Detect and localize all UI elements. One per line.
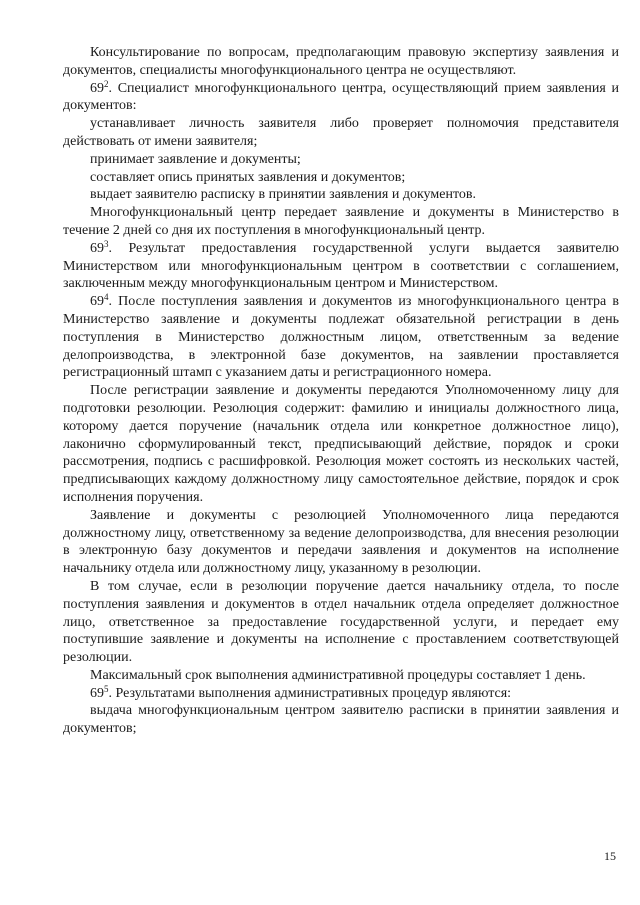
paragraph-10: После регистрации заявление и документы передаются Уполномоченному лицу для подготовки резолюции. Резолюция содержит: фамилию и инициалы должностного лица, которому дается поручение (начальник отдела или конкретное должностное лицо), лаконично сформулированный текст, предписывающий действие, порядок и сроки рассмотрения, подпись с расшифровкой. Резолюция может состоять из нескольких частей, предписывающих каждому должностному лицу самостоятельное действие, порядок и срок исполнения поручения. [63,383,619,505]
paragraph-15: выдача многофункциональным центром заявителю расписки в принятии заявления и документов; [63,703,619,737]
paragraph-3: устанавливает личность заявителя либо проверяет полномочия представителя действовать от имени заявителя; [63,116,619,149]
paragraph-11: Заявление и документы с резолюцией Уполномоченного лица передаются должностному лицу, ответственному за ведение делопроизводства, для внесения резолюции в электронную базу документов и передачи заявления и документов на исполнение начальнику отдела или должностному лицу, указанному в резолюции. [63,507,619,577]
paragraph-6: выдает заявителю расписку в принятии заявления и документов. [90,187,476,203]
paragraph-2-clause-69-2: $69^2$. Специалист многофункционального центра, осуществляющий прием заявления и документов: [63,78,619,114]
clause-superscript: 2 [104,78,109,89]
clause-number: 69 [90,294,104,310]
paragraph-4: принимает заявление и документы; [90,151,301,167]
paragraph-7: Многофункциональный центр передает заявление и документы в Министерство в течение 2 дней со дня их поступления в многофункциональный центр. [63,205,619,238]
page-number: 15 [604,849,616,863]
paragraph-9-clause-69-4: $69^4$. После поступления заявления и документов из многофункционального центра в Министерство заявление и документы подлежат обязательной регистрации в день поступления в Министерство должностным лицом, ответственным за ведение делопроизводства, в электронной базе документов, на заявлении проставляется регистрационный штамп с указанием даты и регистрационного номера. [63,292,619,381]
paragraph-14-clause-69-5: $69^5$. Результатами выполнения административных процедур являются: [90,683,512,701]
clause-number: 69 [90,240,104,256]
paragraph-5: составляет опись принятых заявления и документов; [90,169,406,185]
clause-superscript: 5 [104,683,109,694]
paragraph-8-clause-69-3: $69^3$. Результат предоставления государственной услуги выдается заявителю Министерством или многофункциональным центром в соответствии с соглашением, заключенным между многофункциональным центром и Министерством. [63,238,619,292]
document-body [63,44,619,738]
clause-superscript: 4 [104,292,109,303]
clause-number: 69 [90,80,104,96]
paragraph-13: Максимальный срок выполнения административной процедуры составляет 1 день. [90,667,586,683]
clause-superscript: 3 [104,238,109,249]
clause-number: 69 [90,685,104,701]
paragraph-1: Консультирование по вопросам, предполагающим правовую экспертизу заявления и документов, специалисты многофункционального центра не осуществляют. [63,45,619,78]
paragraph-12: В том случае, если в резолюции поручение дается начальнику отдела, то после поступления заявления и документов в отдел начальник отдела определяет должностное лицо, ответственное за предоставление государственной услуги, и передает ему поступившие заявление и документы на исполнение с проставлением соответствующей резолюции. [63,578,619,666]
